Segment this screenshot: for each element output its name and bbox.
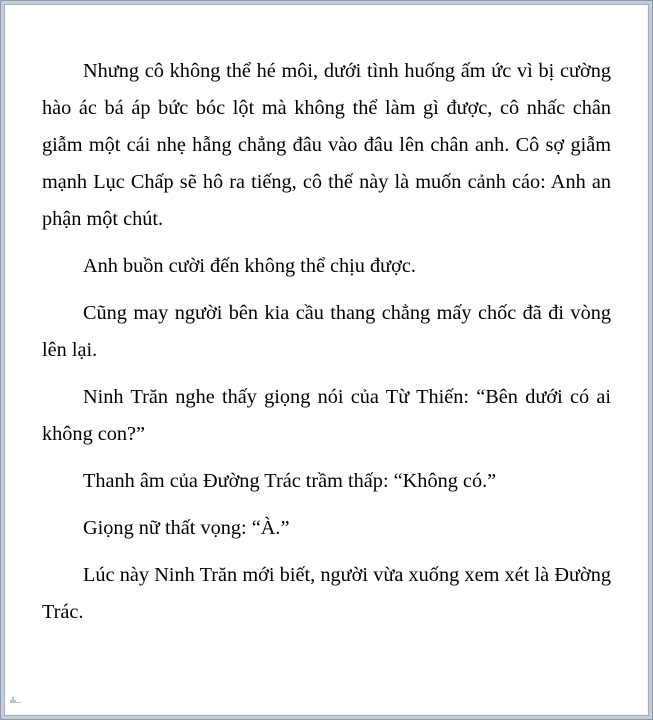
- document-content: [42, 53, 611, 631]
- paragraph-7: Lúc này Ninh Trăn mới biết, người vừa xuống xem xét là Đường Trác.: [42, 564, 611, 623]
- paragraph-5: Thanh âm của Đường Trác trầm thấp: “Không có.”: [83, 470, 497, 492]
- paragraph-1: Nhưng cô không thể hé môi, dưới tình huống ấm ức vì bị cường hào ác bá áp bức bóc lột mà không thể làm gì được, cô nhấc chân giẫm một cái nhẹ hẫng chẳng đâu vào đâu lên chân anh. Cô sợ giẫm mạnh Lục Chấp sẽ hô ra tiếng, cô thế này là muốn cảnh cáo: Anh an phận một chút.: [42, 60, 611, 230]
- paragraph-6: Giọng nữ thất vọng: “À.”: [83, 517, 290, 539]
- document-page: [4, 4, 649, 716]
- page-corner-arrow-icon: [9, 696, 22, 704]
- paragraph-3: Cũng may người bên kia cầu thang chẳng mấy chốc đã đi vòng lên lại.: [42, 302, 611, 361]
- paragraph-2: Anh buồn cười đến không thể chịu được.: [83, 255, 416, 277]
- paragraph-4: Ninh Trăn nghe thấy giọng nói của Từ Thiến: “Bên dưới có ai không con?”: [42, 386, 611, 445]
